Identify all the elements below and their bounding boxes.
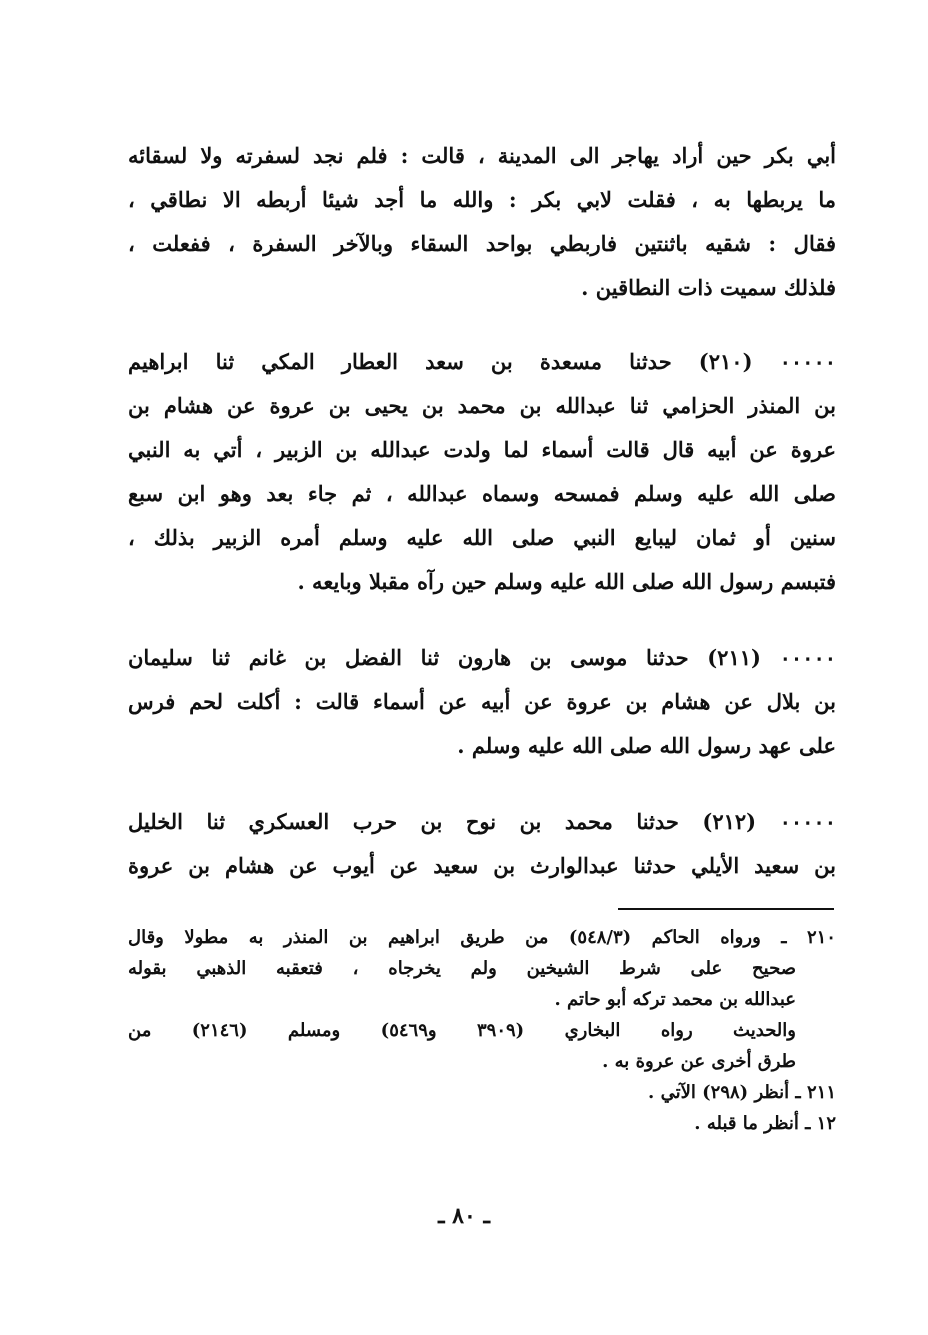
footnote-line: ٢١١ ـ أنظر (٢٩٨) الآتي . (648, 1082, 836, 1103)
paragraph-hadith-210 (128, 340, 836, 604)
page-number: ـ ٨٠ ـ (438, 1203, 490, 1229)
footnote-line: عبدالله بن محمد تركه أبو حاتم . (554, 989, 796, 1010)
footnote-line: ٢١٠ ـ ورواه الحاكم (٥٤٨/٣) من طريق ابراهيم بن المنذر به مطولا وقال (128, 927, 836, 948)
text-line: فتبسم رسول الله صلى الله عليه وسلم حين رآه مقبلا وبايعه . (297, 569, 836, 594)
text-line: فلذلك سميت ذات النطاقين . (581, 275, 836, 300)
text-line: بن سعيد الأيلي حدثنا عبدالوارث بن سعيد عن أيوب عن هشام بن عروة (128, 853, 836, 878)
footnote-line: والحديث رواه البخاري (٣٩٠٩ و٥٤٦٩) ومسلم (٢١٤٦) من (128, 1020, 796, 1041)
paragraph-hadith-211 (128, 636, 836, 768)
text-line: عروة عن أبيه قال قالت أسماء لما ولدت عبدالله بن الزبير ، أتي به النبي (128, 437, 836, 462)
text-line: صلى الله عليه وسلم فمسحه وسماه عبدالله ، ثم جاء بعد وهو ابن سبع (128, 481, 836, 506)
text-line: بن المنذر الحزامي ثنا عبدالله بن محمد بن يحيى بن عروة عن هشام بن (128, 393, 836, 418)
text-line: على عهد رسول الله صلى الله عليه وسلم . (457, 733, 836, 758)
footnote-divider (618, 908, 834, 910)
footnote-line: ١٢ ـ أنظر ما قبله . (694, 1113, 836, 1134)
text-line: فقال : شقيه باثنتين فاربطي بواحد السقاء وبالآخر السفرة ، ففعلت ، (128, 231, 836, 256)
paragraph-hadith-212 (128, 800, 836, 888)
text-line: بن بلال عن هشام بن عروة عن أبيه عن أسماء قالت : أكلت لحم فرس (128, 689, 836, 714)
text-line: أبي بكر حين أراد يهاجر الى المدينة ، قالت : فلم نجد لسفرته ولا لسقائه (128, 143, 836, 168)
text-line: ٠٠٠٠٠ (٢١٠) حدثنا مسعدة بن سعد العطار المكي ثنا ابراهيم (128, 349, 836, 374)
text-line: ٠٠٠٠٠ (٢١١) حدثنا موسى بن هارون ثنا الفضل بن غانم ثنا سليمان (128, 645, 836, 670)
paragraph-continuation (128, 134, 836, 310)
footnote-line: طرق أخرى عن عروة به . (602, 1051, 796, 1072)
footnotes (128, 922, 836, 1139)
text-line: سنين أو ثمان ليبايع النبي صلى الله عليه وسلم أمره الزبير بذلك ، (128, 525, 836, 550)
text-line: ما يربطها به ، فقلت لابي بكر : والله ما أجد شيئا أربطه الا نطاقي ، (128, 187, 836, 212)
footnote-line: صحيح على شرط الشيخين ولم يخرجاه ، فتعقبه الذهبي بقوله (128, 958, 797, 979)
text-line: ٠٠٠٠٠ (٢١٢) حدثنا محمد بن نوح بن حرب العسكري ثنا الخليل (128, 809, 836, 834)
